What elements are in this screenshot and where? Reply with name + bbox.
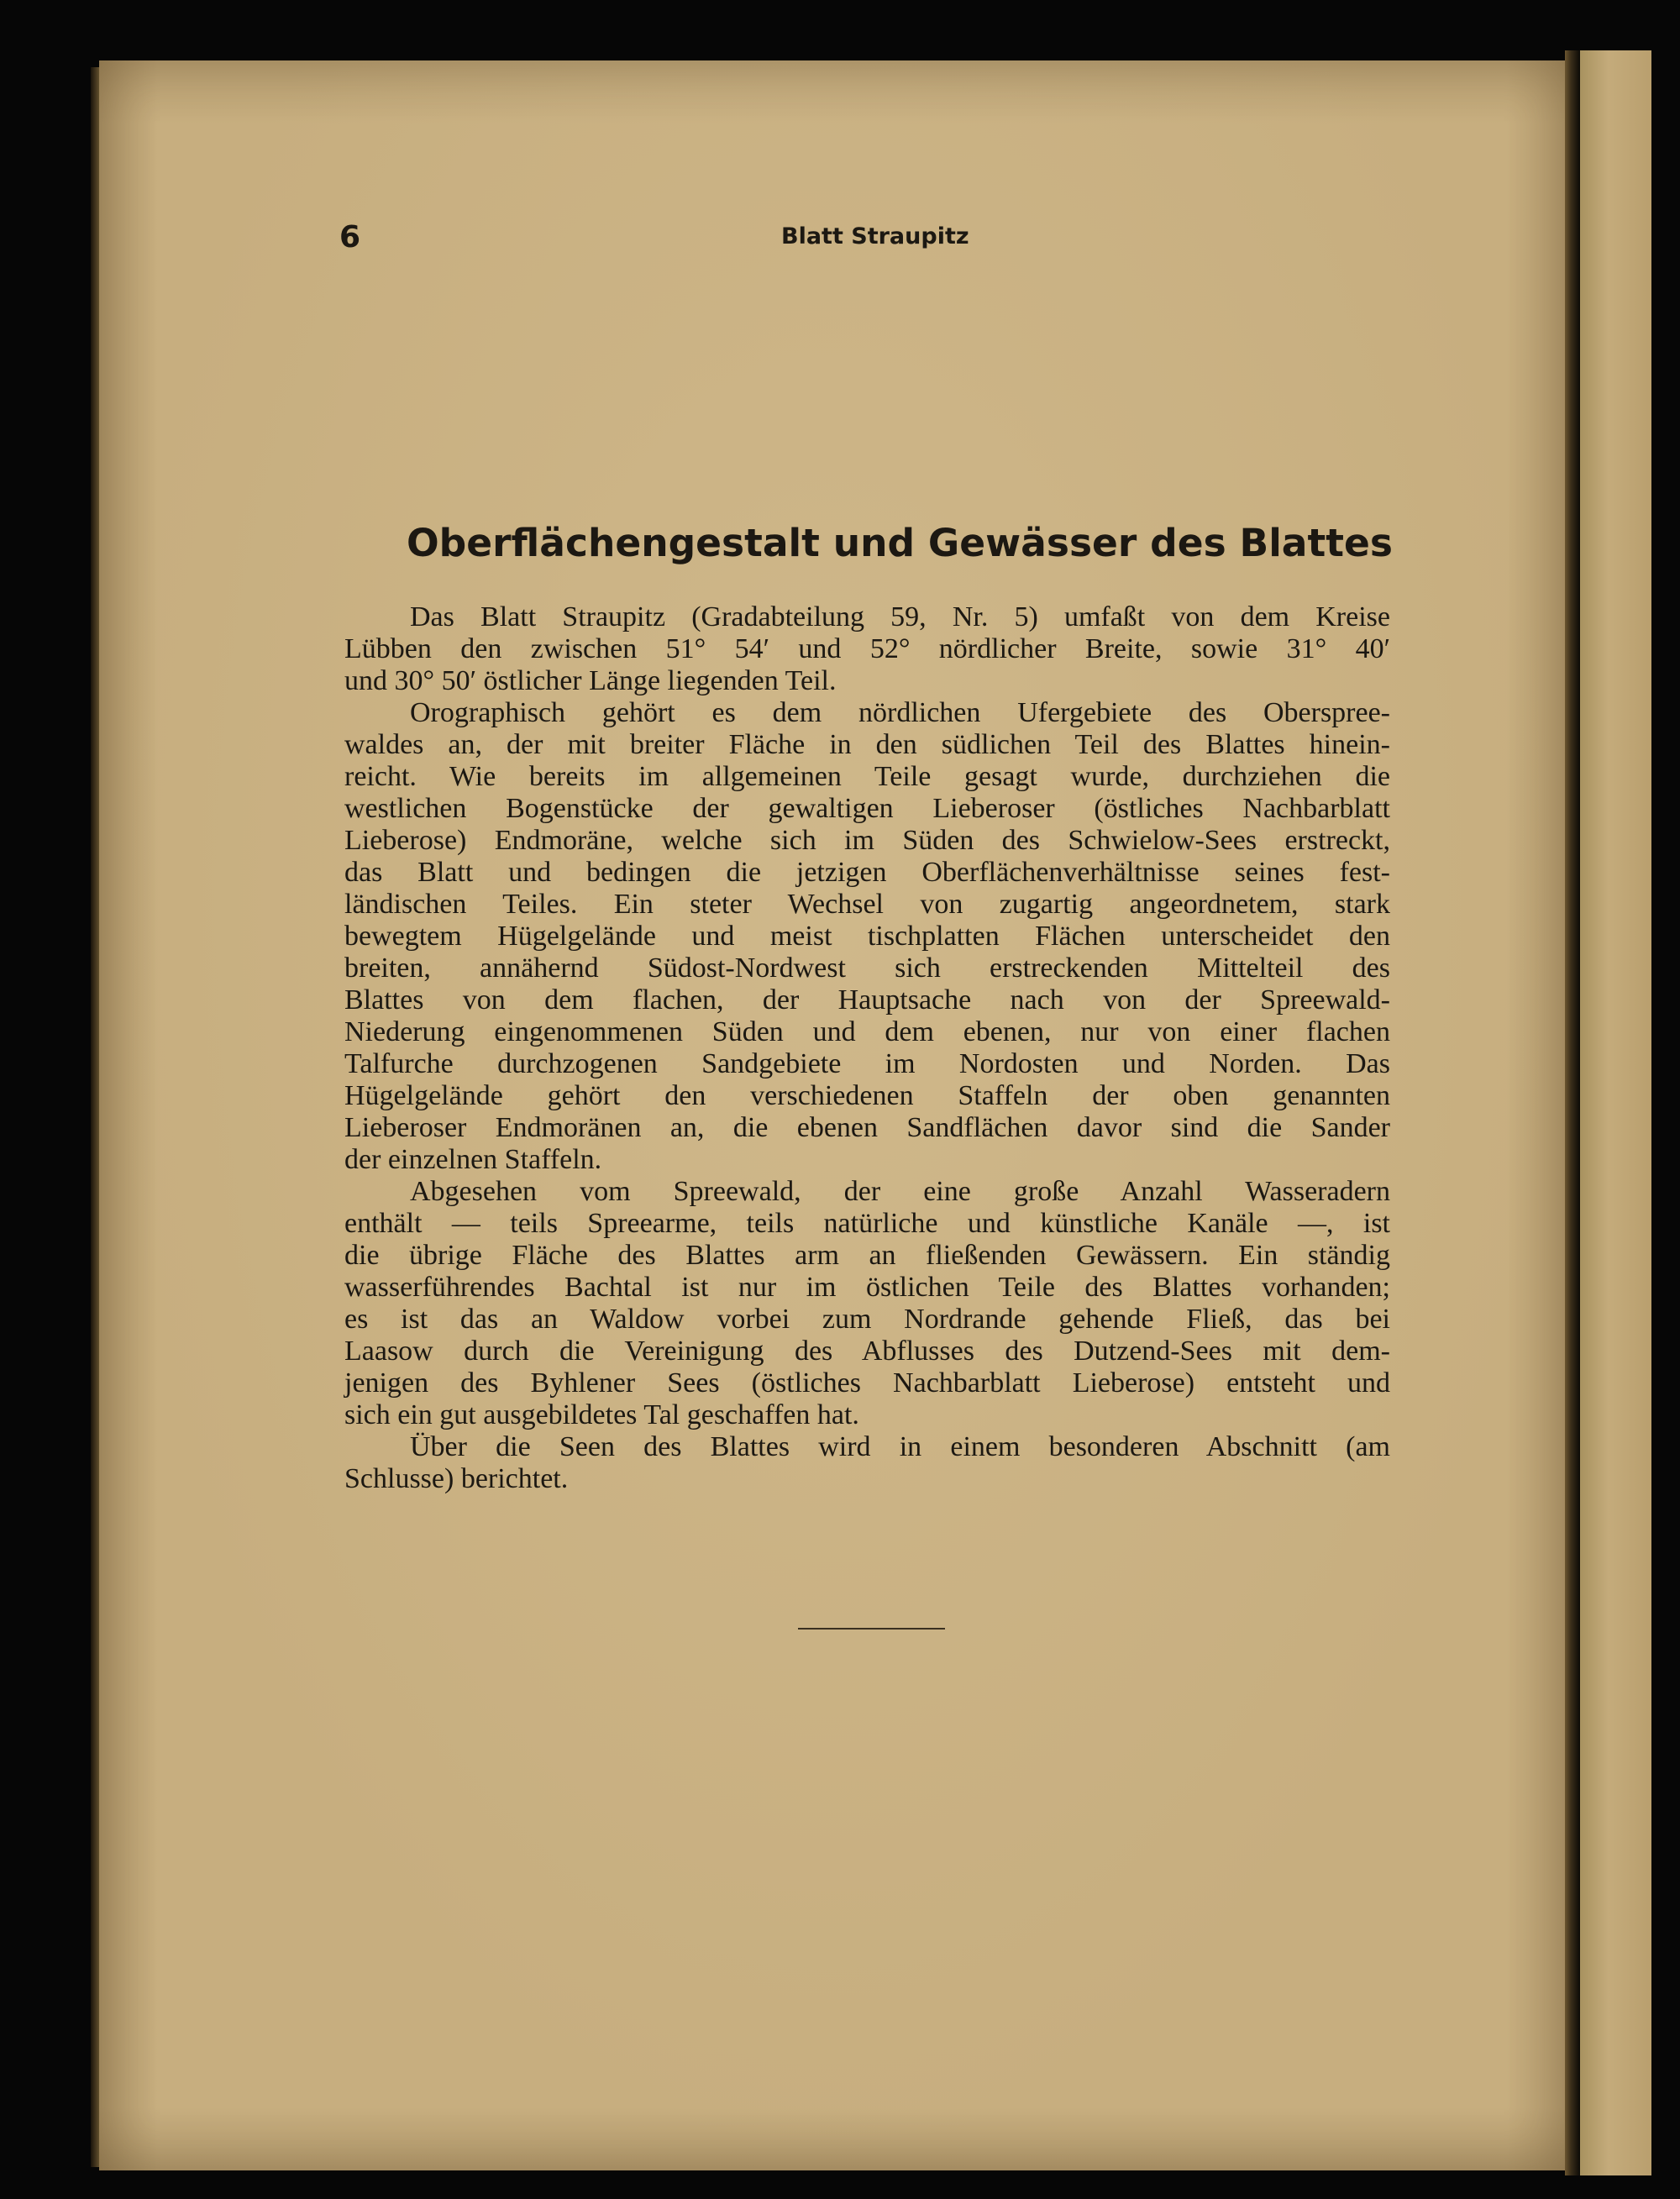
body-line: Orographisch gehört es dem nördlichen Ufergebiete des Oberspree- (410, 697, 1390, 728)
body-line: ländischen Teiles. Ein steter Wechsel von zugartig angeordnetem, stark (344, 889, 1390, 920)
body-line: jenigen des Byhlener Sees (östliches Nachbarblatt Lieberose) entsteht und (344, 1367, 1390, 1399)
running-title: Blatt Straupitz (781, 223, 969, 249)
body-line: Lieberose) Endmoräne, welche sich im Süden des Schwielow-Sees erstreckt, (344, 825, 1390, 856)
body-line: und 30° 50′ östlicher Länge liegenden Teil. (344, 665, 837, 696)
body-line: Niederung eingenommenen Süden und dem ebenen, nur von einer flachen (344, 1016, 1390, 1047)
body-line: es ist das an Waldow vorbei zum Nordrande gehende Fließ, das bei (344, 1304, 1390, 1335)
adjacent-page-edge (1580, 50, 1651, 2175)
body-line: Abgesehen vom Spreewald, der eine große Anzahl Wasseradern (410, 1176, 1390, 1207)
body-line: Hügelgelände gehört den verschiedenen Staffeln der oben genannten (344, 1080, 1390, 1111)
body-line: das Blatt und bedingen die jetzigen Oberflächenverhältnisse seines fest- (344, 857, 1390, 888)
body-line: Lübben den zwischen 51° 54′ und 52° nördlicher Breite, sowie 31° 40′ (344, 633, 1390, 664)
body-line: Lieberoser Endmoränen an, die ebenen Sandflächen davor sind die Sander (344, 1112, 1390, 1143)
body-line: Talfurche durchzogenen Sandgebiete im Nordosten und Norden. Das (344, 1048, 1390, 1079)
body-line: bewegtem Hügelgelände und meist tischplatten Flächen unterscheidet den (344, 921, 1390, 952)
body-line: enthält — teils Spreearme, teils natürliche und künstliche Kanäle —, ist (344, 1208, 1390, 1239)
body-line: wasserführendes Bachtal ist nur im östlichen Teile des Blattes vorhanden; (344, 1272, 1390, 1303)
page-number: 6 (339, 220, 361, 255)
body-line: breiten, annähernd Südost-Nordwest sich erstreckenden Mittelteil des (344, 953, 1390, 984)
body-line: reicht. Wie bereits im allgemeinen Teile gesagt wurde, durchziehen die (344, 761, 1390, 792)
book-gutter (1565, 50, 1580, 2175)
body-line: Das Blatt Straupitz (Gradabteilung 59, Nr. 5) umfaßt von dem Kreise (410, 601, 1390, 632)
body-line: sich ein gut ausgebildetes Tal geschaffen hat. (344, 1399, 859, 1430)
body-line: Blattes von dem flachen, der Hauptsache nach von der Spreewald- (344, 984, 1390, 1016)
closing-rule (798, 1628, 945, 1630)
body-line: die übrige Fläche des Blattes arm an fließenden Gewässern. Ein ständig (344, 1240, 1390, 1271)
section-title: Oberflächengestalt und Gewässer des Blattes (407, 521, 1393, 565)
body-line: der einzelnen Staffeln. (344, 1144, 602, 1175)
body-line: Schlusse) berichtet. (344, 1463, 569, 1494)
body-line: Laasow durch die Vereinigung des Abflusses des Dutzend-Sees mit dem- (344, 1336, 1390, 1367)
body-line: westlichen Bogenstücke der gewaltigen Lieberoser (östliches Nachbarblatt (344, 793, 1390, 824)
body-line: waldes an, der mit breiter Fläche in den südlichen Teil des Blattes hinein- (344, 729, 1390, 760)
body-line: Über die Seen des Blattes wird in einem besonderen Abschnitt (am (410, 1431, 1390, 1462)
